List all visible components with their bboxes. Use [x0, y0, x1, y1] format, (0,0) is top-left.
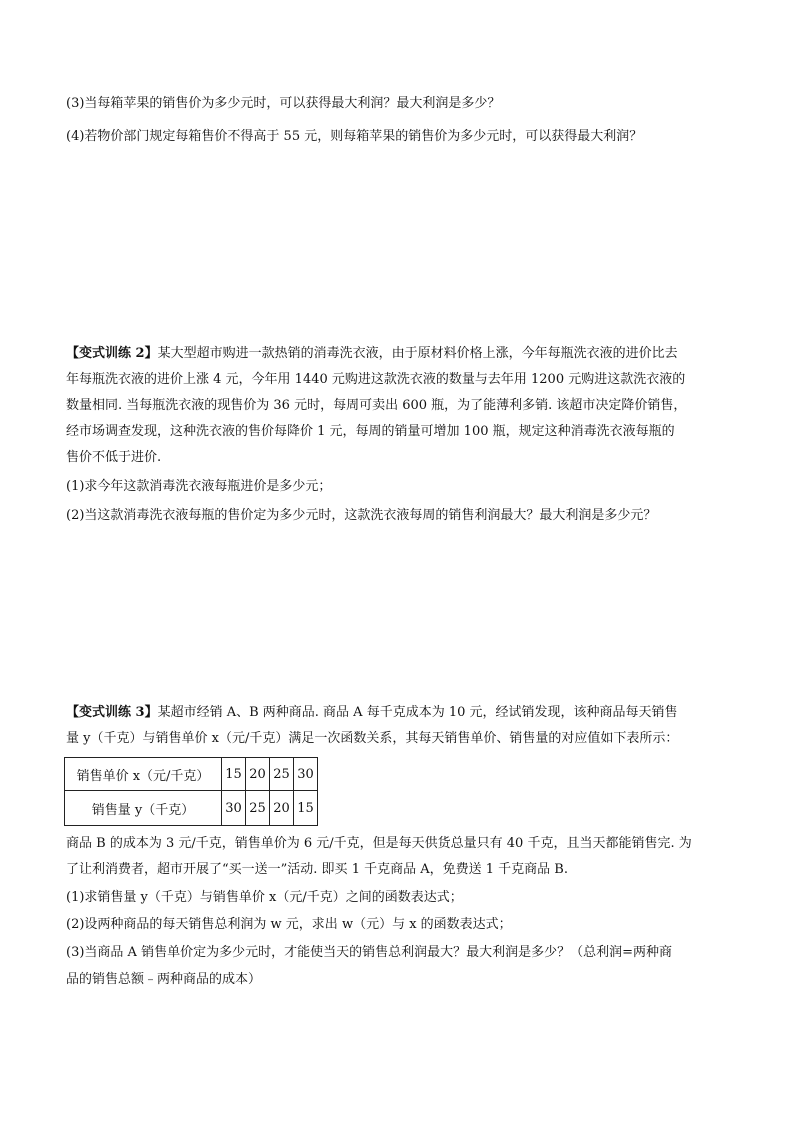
table-cell: 30 — [222, 791, 246, 826]
table-header-quantity: 销售量 y（千克） — [65, 791, 222, 826]
exercise2-question-1: (1)求今年这款消毒洗衣液每瓶进价是多少元； — [66, 479, 332, 494]
price-quantity-table — [64, 757, 318, 826]
exercise3-title: 【变式训练 3】 — [66, 705, 158, 720]
table-cell: 30 — [294, 758, 318, 791]
exercise2-text-1: 某大型超市购进一款热销的消毒洗衣液，由于原材料价格上涨，今年每瓶洗衣液的进价比去 — [157, 346, 678, 361]
table-cell: 15 — [294, 791, 318, 826]
question-3: (3)当每箱苹果的销售价为多少元时，可以获得最大利润？最大利润是多少？ — [66, 96, 501, 111]
table-cell: 20 — [246, 758, 270, 791]
exercise3-question-3-line-2: 品的销售总额﹣两种商品的成本） — [66, 972, 262, 987]
exercise2-question-2: (2)当这款消毒洗衣液每瓶的售价定为多少元时，这款洗衣液每周的销售利润最大？最大利润是多少元？ — [66, 508, 657, 523]
table-cell: 25 — [270, 758, 294, 791]
table-cell: 20 — [270, 791, 294, 826]
table-row — [65, 758, 318, 791]
exercise3-line-1 — [66, 703, 678, 723]
exercise3-text-1: 某超市经销 A、B 两种商品. 商品 A 每千克成本为 10 元，经试销发现，该种商品每天销售 — [157, 705, 678, 720]
exercise2-line-3: 数量相同. 当每瓶洗衣液的现售价为 36 元时，每周可卖出 600 瓶，为了能薄利多销. 该超市决定降价销售， — [66, 398, 687, 413]
exercise2-line-5: 售价不低于进价. — [66, 450, 162, 465]
table-cell: 25 — [246, 791, 270, 826]
table-header-price: 销售单价 x（元/千克） — [65, 758, 222, 791]
exercise3-line-2: 量 y（千克）与销售单价 x（元/千克）满足一次函数关系，其每天销售单价、销售量的对应值如下表所示： — [66, 731, 679, 746]
exercise3-after-line-1: 商品 B 的成本为 3 元/千克，销售单价为 6 元/千克，但是每天供货总量只有 40 千克，且当天都能销售完. 为 — [66, 836, 692, 851]
table-row — [65, 791, 318, 826]
table-cell: 15 — [222, 758, 246, 791]
exercise3-question-3-line-1: (3)当商品 A 销售单价定为多少元时，才能使当天的销售总利润最大？最大利润是多少？（总利润=两种商 — [66, 945, 672, 960]
exercise3-question-1: (1)求销售量 y（千克）与销售单价 x（元/千克）之间的函数表达式； — [66, 890, 463, 905]
exercise2-line-1 — [66, 344, 678, 364]
exercise3-question-2: (2)设两种商品的每天销售总利润为 w 元，求出 w（元）与 x 的函数表达式； — [66, 917, 512, 932]
exercise2-title: 【变式训练 2】 — [66, 346, 158, 361]
exercise3-after-line-2: 了让利消费者，超市开展了“买一送一”活动. 即买 1 千克商品 A，免费送 1 千克商品 B. — [66, 862, 568, 877]
exercise2-line-2: 年每瓶洗衣液的进价上涨 4 元，今年用 1440 元购进这款洗衣液的数量与去年用 1200 元购进这款洗衣液的 — [66, 372, 686, 387]
exercise2-line-4: 经市场调查发现，这种洗衣液的售价每降价 1 元，每周的销量可增加 100 瓶，规定这种消毒洗衣液每瓶的 — [66, 424, 675, 439]
question-4: (4)若物价部门规定每箱售价不得高于 55 元，则每箱苹果的销售价为多少元时，可以获得最大利润？ — [66, 129, 643, 144]
